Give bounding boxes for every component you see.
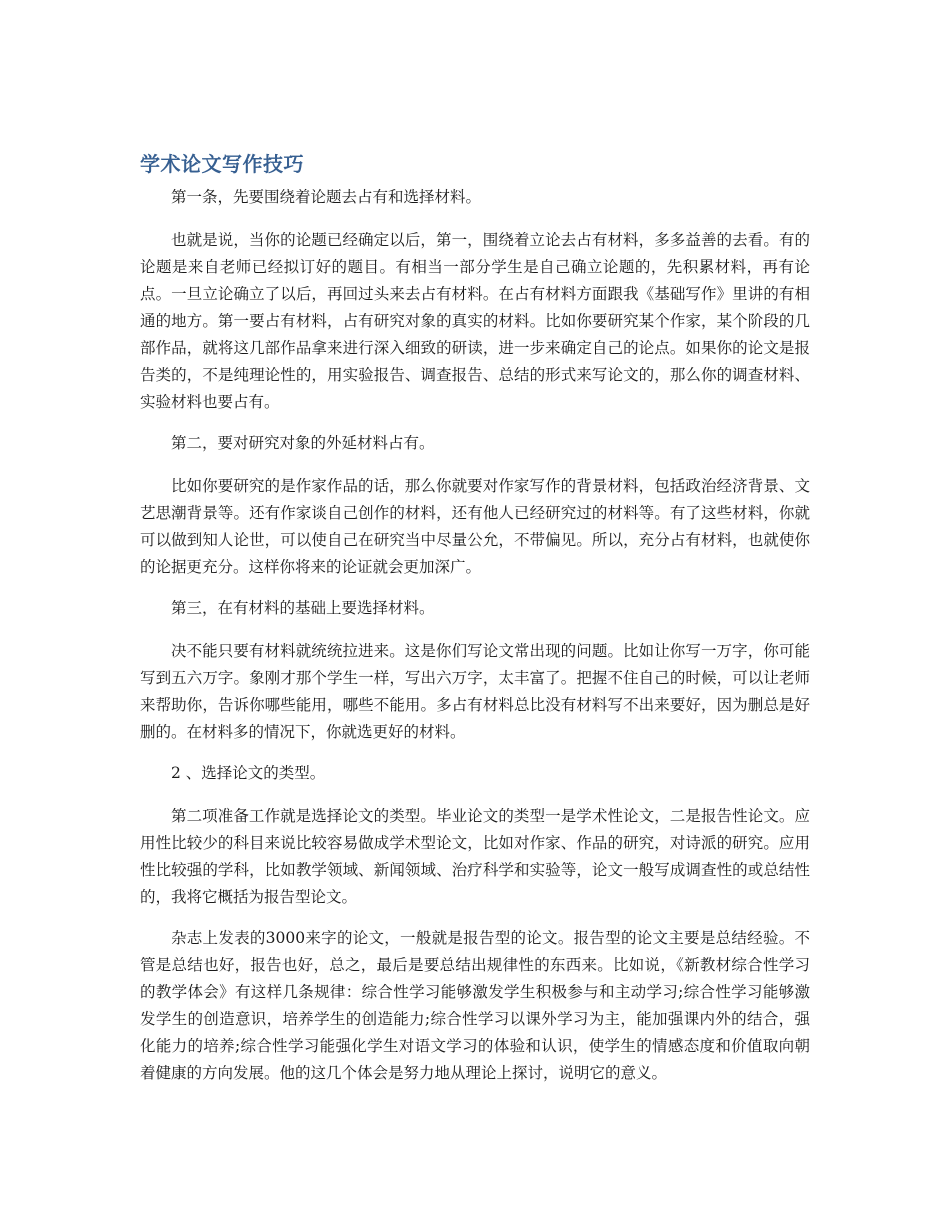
paragraph-point-two-heading: 第二，要对研究对象的外延材料占有。	[171, 434, 435, 452]
paragraph-point-three-body: 决不能只要有材料就统统拉进来。这是你们写论文常出现的问题。比如让你写一万字，你可能写到五六万字。象刚才那个学生一样，写出六万字，太丰富了。把握不住自己的时候，可以让老师来帮助你，告诉你哪些能用，哪些不能用。多占有材料总比没有材料写不出来要好，因为删总是好删的。在材料多的情况下，你就选更好的材料。	[140, 642, 810, 741]
paragraph-point-one-heading: 第一条，先要围绕着论题去占有和选择材料。	[171, 188, 482, 206]
document-body	[140, 150, 810, 1101]
paragraph-point-two-body: 比如你要研究的是作家作品的话，那么你就要对作家写作的背景材料，包括政治经济背景、文艺思潮背景等。还有作家谈自己创作的材料，还有他人已经研究过的材料等。有了这些材料，你就可以做到知人论世，可以使自己在研究当中尽量公允，不带偏见。所以，充分占有材料，也就使你的论据更充分。这样你将来的论证就会更加深广。	[140, 477, 810, 576]
paragraph-paper-type-body: 第二项准备工作就是选择论文的类型。毕业论文的类型一是学术性论文，二是报告性论文。应用性比较少的科目来说比较容易做成学术型论文，比如对作家、作品的研究，对诗派的研究。应用性比较强的学科，比如教学领域、新闻领域、治疗科学和实验等，论文一般写成调查性的或总结性的，我将它概括为报告型论文。	[140, 807, 810, 906]
paragraph-report-paper-body: 杂志上发表的3000来字的论文，一般就是报告型的论文。报告型的论文主要是总结经验。不管是总结也好，报告也好，总之，最后是要总结出规律性的东西来。比如说，《新教材综合性学习的教学体会》有这样几条规律：综合性学习能够激发学生积极参与和主动学习;综合性学习能够激发学生的创造意识，培养学生的创造能力;综合性学习以课外学习为主，能加强课内外的结合，强化能力的培养;综合性学习能强化学生对语文学习的体验和认识，使学生的情感态度和价值取向朝着健康的方向发展。他的这几个体会是努力地从理论上探讨，说明它的意义。	[140, 929, 810, 1082]
section-heading-paper-type: 2 、选择论文的类型。	[171, 764, 326, 782]
paragraph-point-three-heading: 第三，在有材料的基础上要选择材料。	[171, 599, 435, 617]
paragraph-point-one-body: 也就是说，当你的论题已经确定以后，第一，围绕着立论去占有材料，多多益善的去看。有的论题是来自老师已经拟订好的题目。有相当一部分学生是自己确立论题的，先积累材料，再有论点。一旦立论确立了以后，再回过头来去占有材料。在占有材料方面跟我《基础写作》里讲的有相通的地方。第一要占有材料，占有研究对象的真实的材料。比如你要研究某个作家，某个阶段的几部作品，就将这几部作品拿来进行深入细致的研读，进一步来确定自己的论点。如果你的论文是报告类的，不是纯理论性的，用实验报告、调查报告、总结的形式来写论文的，那么你的调查材料、实验材料也要占有。	[140, 231, 810, 411]
document-title: 学术论文写作技巧	[140, 152, 304, 176]
